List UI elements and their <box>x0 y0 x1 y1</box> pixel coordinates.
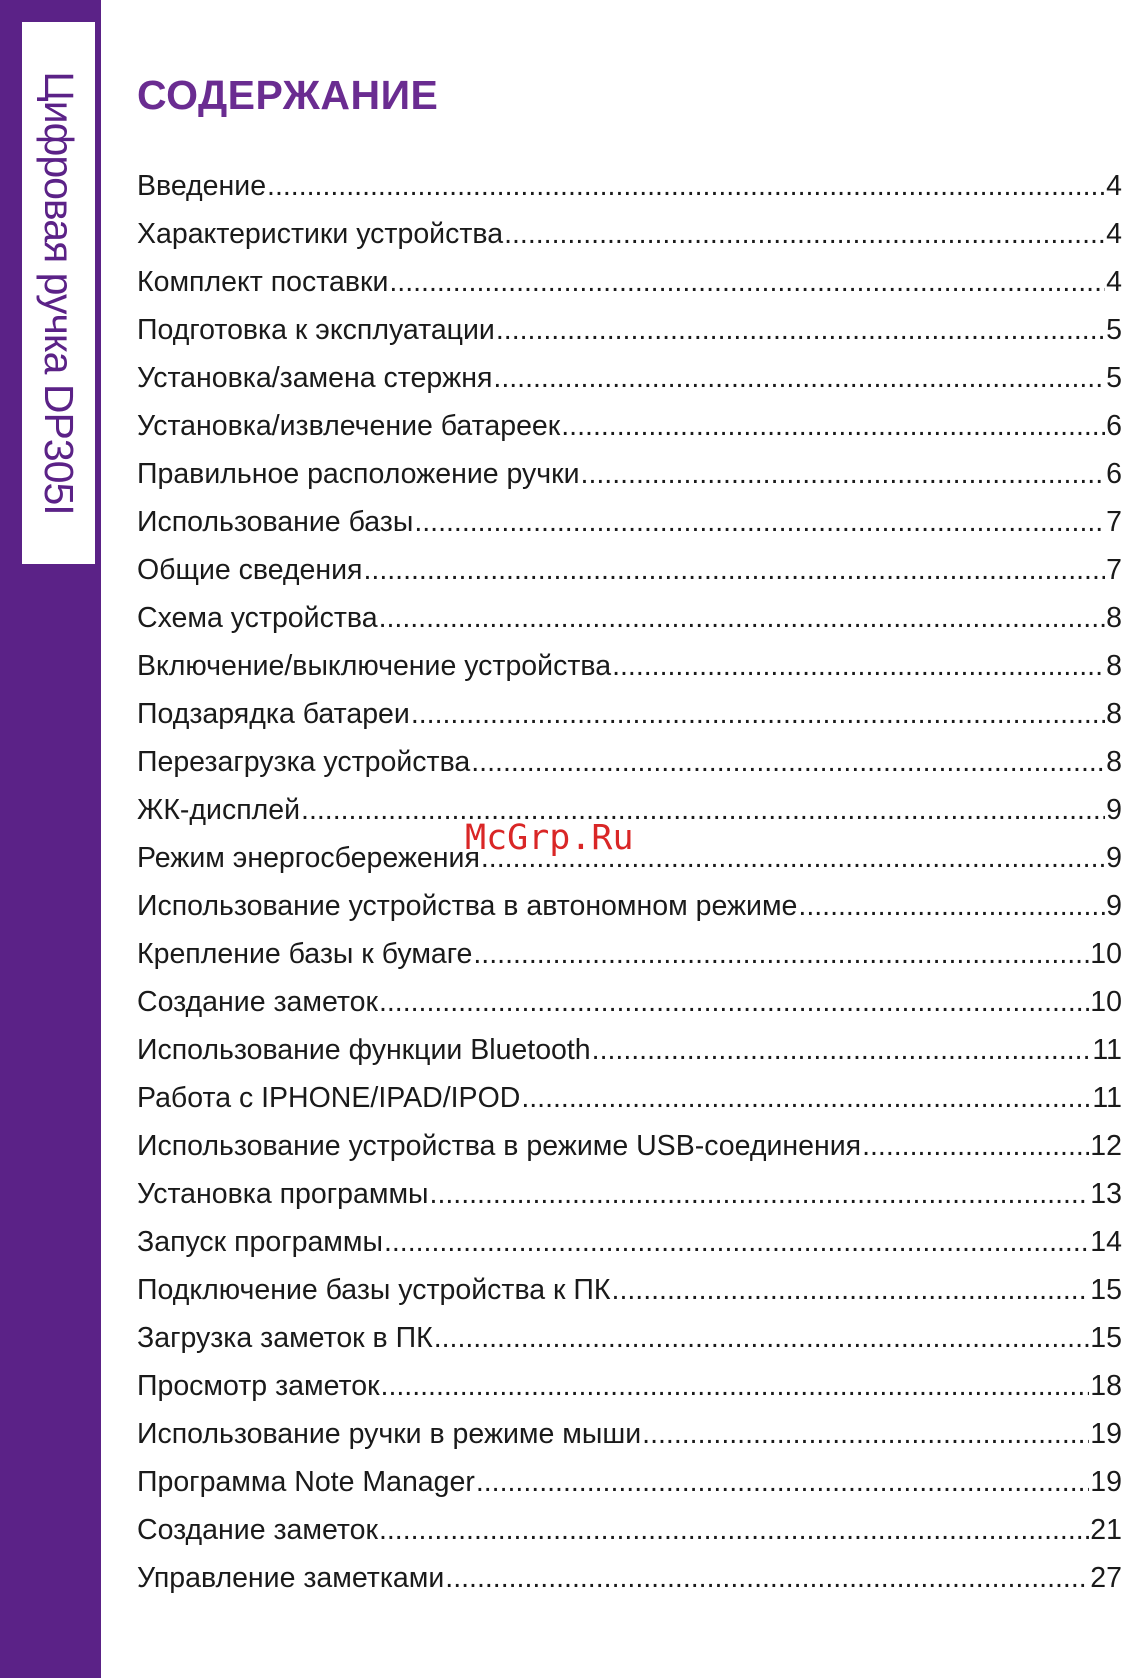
toc-dot-leader <box>430 1170 1090 1218</box>
table-of-contents <box>137 162 1122 1602</box>
toc-dot-leader <box>389 258 1105 306</box>
toc-entry[interactable] <box>137 1410 1122 1458</box>
toc-entry[interactable] <box>137 690 1122 738</box>
toc-entry-page-number: 10 <box>1090 938 1122 970</box>
toc-entry[interactable] <box>137 1554 1122 1602</box>
toc-entry[interactable] <box>137 1218 1122 1266</box>
toc-entry-label: Крепление базы к бумаге <box>137 938 473 970</box>
toc-entry-page-number: 7 <box>1106 554 1122 586</box>
toc-entry[interactable] <box>137 1074 1122 1122</box>
toc-entry-label: Создание заметок <box>137 1514 378 1546</box>
toc-entry-label: Запуск программы <box>137 1226 383 1258</box>
toc-entry-page-number: 5 <box>1106 314 1122 346</box>
toc-entry-page-number: 15 <box>1090 1322 1122 1354</box>
toc-dot-leader <box>521 1074 1091 1122</box>
toc-entry[interactable] <box>137 642 1122 690</box>
toc-entry-label: ЖК-дисплей <box>137 794 301 826</box>
toc-dot-leader <box>364 546 1106 594</box>
toc-entry-label: Правильное расположение ручки <box>137 458 580 490</box>
toc-entry[interactable] <box>137 1122 1122 1170</box>
toc-entry-label: Создание заметок <box>137 986 378 1018</box>
toc-entry-page-number: 11 <box>1092 1034 1122 1066</box>
toc-dot-leader <box>379 978 1089 1026</box>
toc-dot-leader <box>496 306 1105 354</box>
toc-entry-page-number: 8 <box>1106 650 1122 682</box>
toc-entry-label: Загрузка заметок в ПК <box>137 1322 433 1354</box>
toc-entry[interactable] <box>137 930 1122 978</box>
toc-entry[interactable] <box>137 1314 1122 1362</box>
toc-entry-label: Введение <box>137 170 267 202</box>
toc-dot-leader <box>434 1314 1090 1362</box>
toc-dot-leader <box>267 162 1105 210</box>
toc-entry-page-number: 7 <box>1106 506 1122 538</box>
toc-entry[interactable] <box>137 258 1122 306</box>
toc-entry-page-number: 13 <box>1090 1178 1122 1210</box>
toc-dot-leader <box>642 1410 1089 1458</box>
toc-entry-page-number: 10 <box>1090 986 1122 1018</box>
toc-entry-label: Перезагрузка устройства <box>137 746 471 778</box>
toc-entry[interactable] <box>137 978 1122 1026</box>
watermark: McGrp.Ru <box>465 818 634 858</box>
toc-entry-page-number: 18 <box>1090 1370 1122 1402</box>
toc-dot-leader <box>493 354 1105 402</box>
toc-dot-leader <box>504 210 1105 258</box>
toc-entry-page-number: 19 <box>1090 1418 1122 1450</box>
toc-entry-label: Управление заметками <box>137 1562 445 1594</box>
toc-dot-leader <box>445 1554 1089 1602</box>
toc-entry[interactable] <box>137 1362 1122 1410</box>
toc-entry-page-number: 6 <box>1106 410 1122 442</box>
toc-entry[interactable] <box>137 1506 1122 1554</box>
toc-entry-page-number: 6 <box>1106 458 1122 490</box>
toc-entry-label: Комплект поставки <box>137 266 389 298</box>
toc-entry-label: Программа Note Manager <box>137 1466 475 1498</box>
toc-entry-page-number: 5 <box>1106 362 1122 394</box>
toc-dot-leader <box>379 594 1106 642</box>
toc-entry-page-number: 9 <box>1106 890 1122 922</box>
toc-entry-page-number: 15 <box>1090 1274 1122 1306</box>
toc-entry-page-number: 8 <box>1106 698 1122 730</box>
toc-entry-label: Использование функции Bluetooth <box>137 1034 591 1066</box>
toc-entry-label: Установка/замена стержня <box>137 362 493 394</box>
toc-entry-label: Использование устройства в автономном режиме <box>137 890 798 922</box>
toc-entry-page-number: 9 <box>1106 842 1122 874</box>
toc-entry-label: Включение/выключение устройства <box>137 650 612 682</box>
toc-entry-page-number: 8 <box>1106 746 1122 778</box>
toc-dot-leader <box>473 930 1089 978</box>
toc-entry-page-number: 12 <box>1090 1130 1122 1162</box>
toc-dot-leader <box>471 738 1105 786</box>
toc-entry-label: Режим энергосбережения <box>137 842 480 874</box>
toc-entry[interactable] <box>137 738 1122 786</box>
toc-dot-leader <box>561 402 1105 450</box>
toc-entry[interactable] <box>137 210 1122 258</box>
toc-entry-page-number: 21 <box>1090 1514 1122 1546</box>
sidebar-title: Цифровая ручка DP305I <box>35 71 82 515</box>
toc-dot-leader <box>411 690 1105 738</box>
toc-entry[interactable] <box>137 498 1122 546</box>
toc-dot-leader <box>476 1458 1089 1506</box>
toc-entry-page-number: 11 <box>1092 1082 1122 1114</box>
page-title: СОДЕРЖАНИЕ <box>137 72 439 118</box>
toc-entry-label: Просмотр заметок <box>137 1370 380 1402</box>
toc-entry-page-number: 4 <box>1106 266 1122 298</box>
toc-dot-leader <box>592 1026 1092 1074</box>
toc-entry[interactable] <box>137 306 1122 354</box>
toc-entry-label: Подключение базы устройства к ПК <box>137 1274 611 1306</box>
toc-dot-leader <box>381 1362 1090 1410</box>
toc-entry[interactable] <box>137 402 1122 450</box>
toc-entry-label: Характеристики устройства <box>137 218 504 250</box>
toc-entry[interactable] <box>137 594 1122 642</box>
toc-entry-label: Использование устройства в режиме USB-соединения <box>137 1130 862 1162</box>
toc-entry[interactable] <box>137 1266 1122 1314</box>
toc-entry-label: Подзарядка батареи <box>137 698 410 730</box>
toc-entry-page-number: 9 <box>1106 794 1122 826</box>
toc-dot-leader <box>581 450 1106 498</box>
toc-entry-label: Использование ручки в режиме мыши <box>137 1418 642 1450</box>
toc-entry-page-number: 19 <box>1090 1466 1122 1498</box>
toc-entry-page-number: 8 <box>1106 602 1122 634</box>
toc-entry-label: Общие сведения <box>137 554 363 586</box>
toc-entry-label: Схема устройства <box>137 602 378 634</box>
toc-entry-page-number: 4 <box>1106 170 1122 202</box>
toc-entry[interactable] <box>137 882 1122 930</box>
sidebar-title-wrap <box>22 22 95 564</box>
toc-entry[interactable] <box>137 450 1122 498</box>
toc-entry-page-number: 4 <box>1106 218 1122 250</box>
toc-entry-label: Установка программы <box>137 1178 429 1210</box>
toc-dot-leader <box>862 1122 1089 1170</box>
toc-entry-page-number: 14 <box>1090 1226 1122 1258</box>
toc-dot-leader <box>414 498 1105 546</box>
toc-entry[interactable] <box>137 546 1122 594</box>
toc-dot-leader <box>301 786 1105 834</box>
toc-entry[interactable] <box>137 354 1122 402</box>
toc-dot-leader <box>612 1266 1090 1314</box>
toc-entry-page-number: 27 <box>1090 1562 1122 1594</box>
toc-entry[interactable] <box>137 1170 1122 1218</box>
toc-entry[interactable] <box>137 162 1122 210</box>
toc-entry-label: Подготовка к эксплуатации <box>137 314 495 346</box>
toc-entry[interactable] <box>137 1026 1122 1074</box>
toc-entry[interactable] <box>137 1458 1122 1506</box>
toc-dot-leader <box>612 642 1105 690</box>
toc-dot-leader <box>798 882 1105 930</box>
toc-dot-leader <box>379 1506 1089 1554</box>
toc-dot-leader <box>384 1218 1089 1266</box>
toc-entry-label: Использование базы <box>137 506 414 538</box>
toc-entry-label: Установка/извлечение батареек <box>137 410 561 442</box>
toc-entry-label: Работа с IPHONE/IPAD/IPOD <box>137 1082 521 1114</box>
